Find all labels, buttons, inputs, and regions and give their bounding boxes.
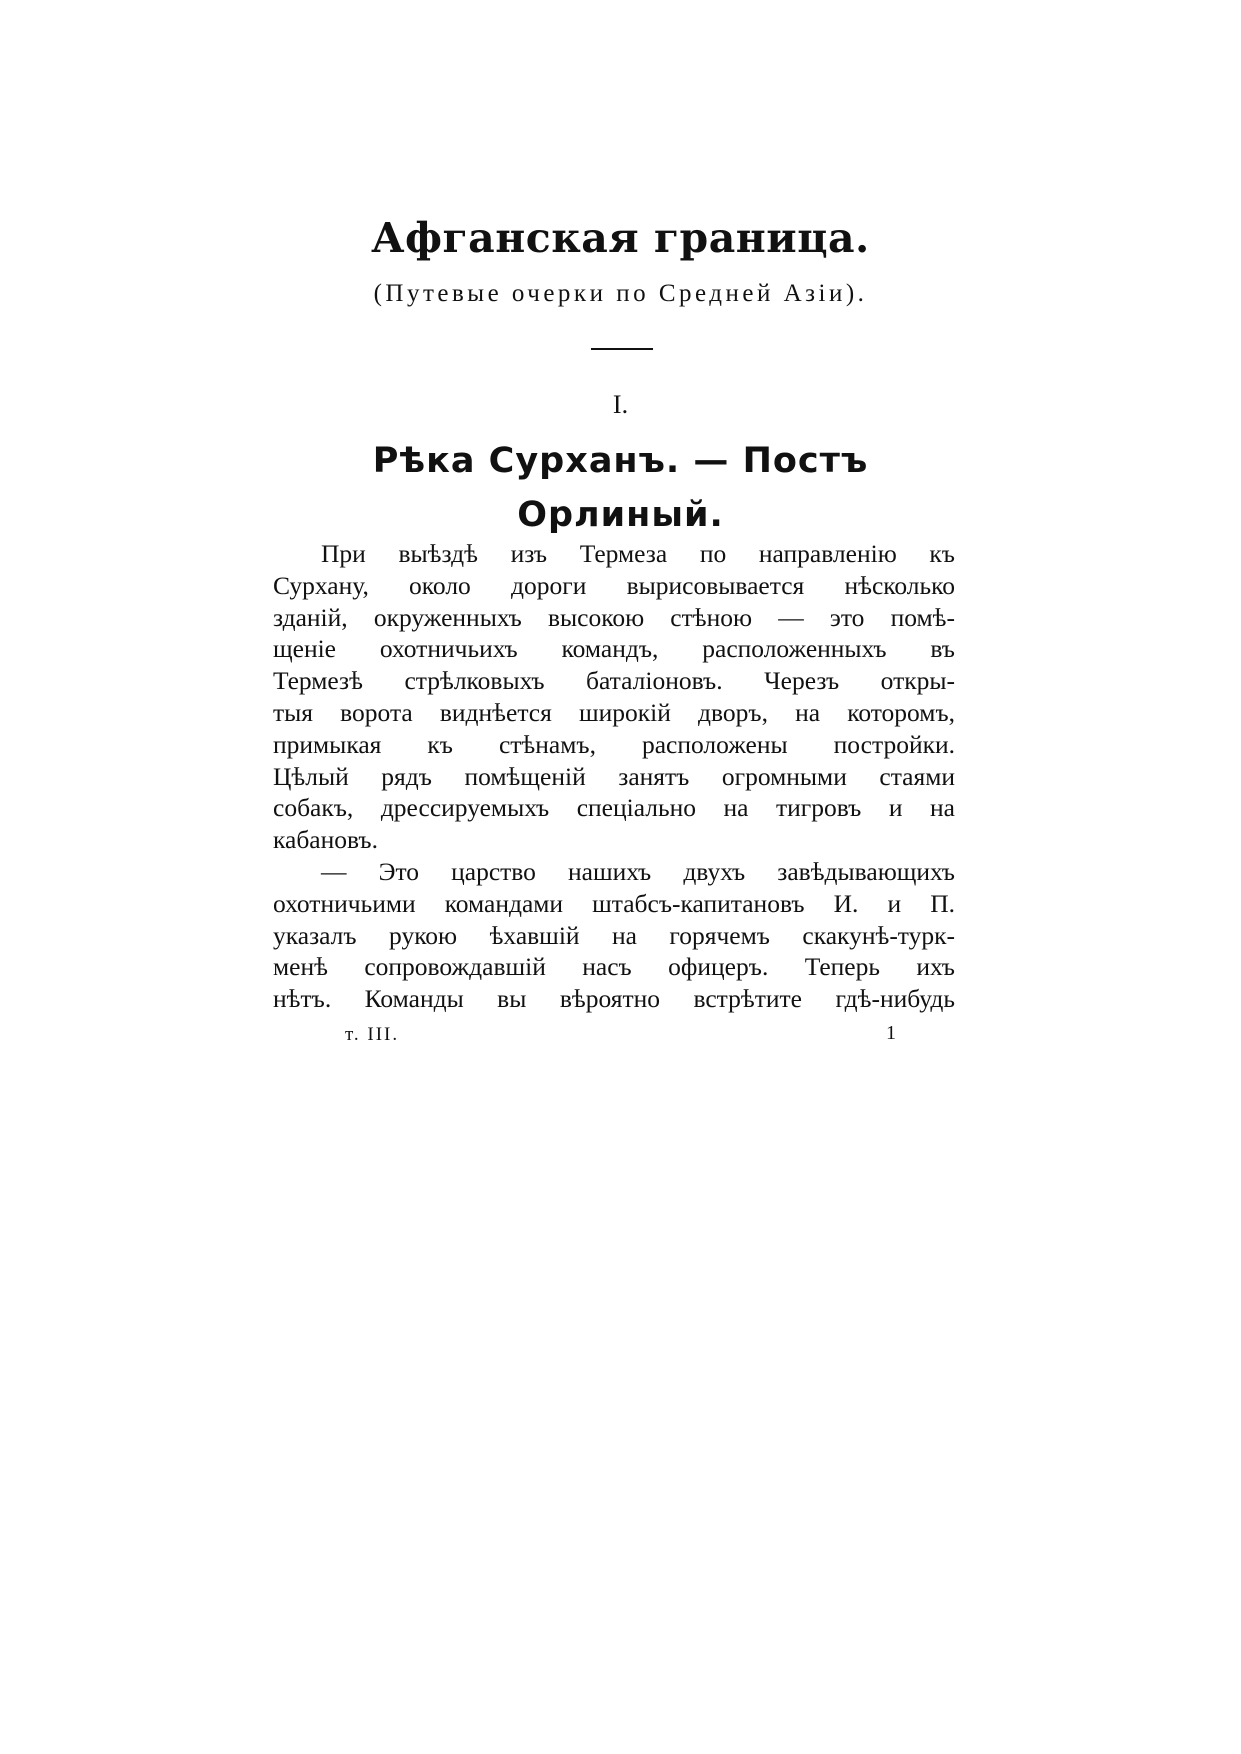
page-number: 1 — [886, 1022, 896, 1044]
text-line: Сурхану, около дороги вырисовывается нѣсколько — [273, 570, 955, 600]
text-line: кабановъ. — [273, 825, 378, 855]
text-line: — Это царство нашихъ двухъ завѣдывающихъ — [321, 856, 955, 886]
document-subtitle: (Путевые очерки по Средней Азіи). — [373, 280, 868, 307]
chapter-number: I. — [612, 390, 629, 419]
text-line: нѣтъ. Команды вы вѣроятно встрѣтите гдѣ-нибудь — [273, 984, 955, 1014]
text-line: охотничьими командами штабсъ-капитановъ И. и П. — [273, 888, 955, 918]
text-line: примыкая къ стѣнамъ, расположены постройки. — [273, 729, 955, 759]
text-line: щеніе охотничьихъ командъ, расположенныхъ въ — [273, 634, 955, 664]
body-text — [273, 538, 955, 1015]
paragraph-1 — [273, 538, 955, 856]
text-line: Цѣлый рядъ помѣщеній занятъ огромными стаями — [273, 761, 955, 791]
text-line: собакъ, дрессируемыхъ спеціально на тигровъ и на — [273, 793, 955, 823]
text-line: указалъ рукою ѣхавшій на горячемъ скакунѣ-турк- — [273, 920, 955, 950]
text-line: зданій, окруженныхъ высокою стѣною — это помѣ- — [273, 602, 955, 632]
text-line: При выѣздѣ изъ Термеза по направленію къ — [321, 539, 955, 568]
document-title: Афганская граница. — [371, 214, 870, 262]
paragraph-2 — [273, 856, 955, 1015]
chapter-title-line-1: Рѣка Сурханъ. — Постъ — [372, 441, 869, 481]
chapter-title-line-2: Орлиный. — [517, 495, 724, 535]
text-line: менѣ сопровождавшій насъ офицеръ. Теперь ихъ — [273, 952, 955, 982]
text-line: Термезѣ стрѣлковыхъ баталіоновъ. Черезъ откры- — [273, 666, 955, 696]
text-line: тыя ворота виднѣется широкій дворъ, на которомъ, — [273, 697, 955, 727]
chapter-title — [300, 434, 941, 542]
printer-signature-mark: т. III. — [345, 1024, 400, 1045]
section-divider — [591, 348, 653, 350]
